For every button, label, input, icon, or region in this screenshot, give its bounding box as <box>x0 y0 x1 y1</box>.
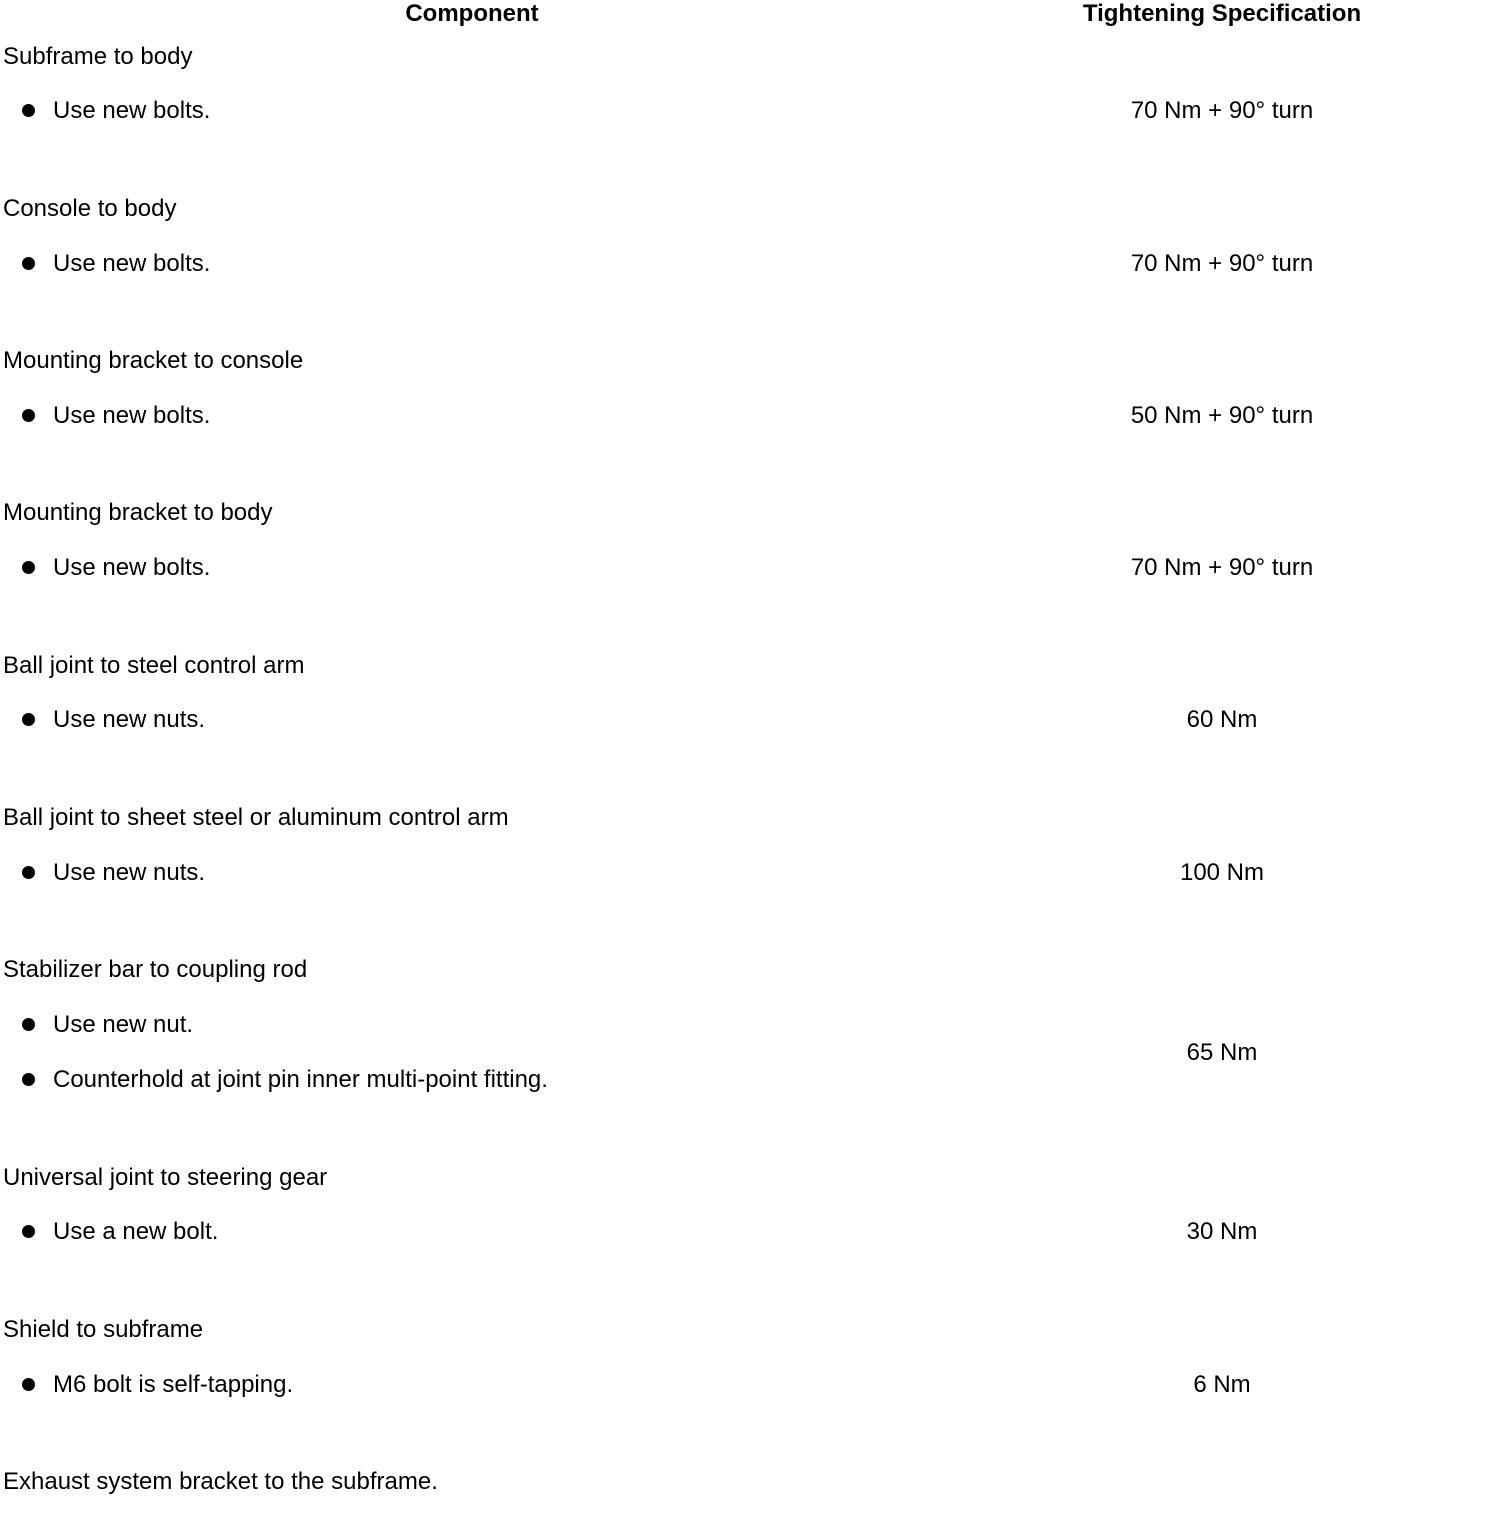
bullet-icon <box>22 561 35 574</box>
row-note-text: Use new bolts. <box>53 97 211 124</box>
row-tightening-spec: 70 Nm + 90° turn <box>1130 554 1314 581</box>
row-component-title: Mounting bracket to console <box>3 347 304 374</box>
row-component-title: Exhaust system bracket to the subframe. <box>3 1468 438 1495</box>
bullet-icon <box>22 1378 35 1391</box>
row-tightening-spec: 100 Nm <box>1179 859 1265 886</box>
row-note-text: Use new bolts. <box>53 402 211 429</box>
bullet-icon <box>22 866 35 879</box>
row-tightening-spec: 70 Nm + 90° turn <box>1130 250 1314 277</box>
row-tightening-spec: 50 Nm + 90° turn <box>1130 402 1314 429</box>
row-component-title: Stabilizer bar to coupling rod <box>3 956 308 983</box>
bullet-icon <box>22 409 35 422</box>
row-note-text: Use a new bolt. <box>53 1218 219 1245</box>
row-note-text: Use new nuts. <box>53 859 206 886</box>
column-header-component: Component <box>405 0 539 27</box>
row-component-title: Shield to subframe <box>3 1316 204 1343</box>
bullet-icon <box>22 1018 35 1031</box>
row-note-text: Use new bolts. <box>53 250 211 277</box>
row-tightening-spec: 65 Nm <box>1186 1039 1258 1066</box>
row-component-title: Universal joint to steering gear <box>3 1164 328 1191</box>
column-header-specification: Tightening Specification <box>1082 0 1362 27</box>
row-note-text: Use new nuts. <box>53 706 206 733</box>
bullet-icon <box>22 713 35 726</box>
row-component-title: Mounting bracket to body <box>3 499 273 526</box>
row-component-title: Ball joint to steel control arm <box>3 652 305 679</box>
row-component-title: Ball joint to sheet steel or aluminum control arm <box>3 804 509 831</box>
row-note-text: Use new nut. <box>53 1011 194 1038</box>
bullet-icon <box>22 1225 35 1238</box>
row-component-title: Console to body <box>3 195 177 222</box>
bullet-icon <box>22 104 35 117</box>
bullet-icon <box>22 257 35 270</box>
row-note-text: M6 bolt is self-tapping. <box>53 1371 294 1398</box>
row-tightening-spec: 60 Nm <box>1186 706 1258 733</box>
bullet-icon <box>22 1073 35 1086</box>
row-tightening-spec: 6 Nm <box>1193 1371 1251 1398</box>
row-note-text: Use new bolts. <box>53 554 211 581</box>
row-tightening-spec: 70 Nm + 90° turn <box>1130 97 1314 124</box>
row-note-text: Counterhold at joint pin inner multi-point fitting. <box>53 1066 548 1093</box>
row-component-title: Subframe to body <box>3 43 193 70</box>
row-tightening-spec: 30 Nm <box>1186 1218 1258 1245</box>
